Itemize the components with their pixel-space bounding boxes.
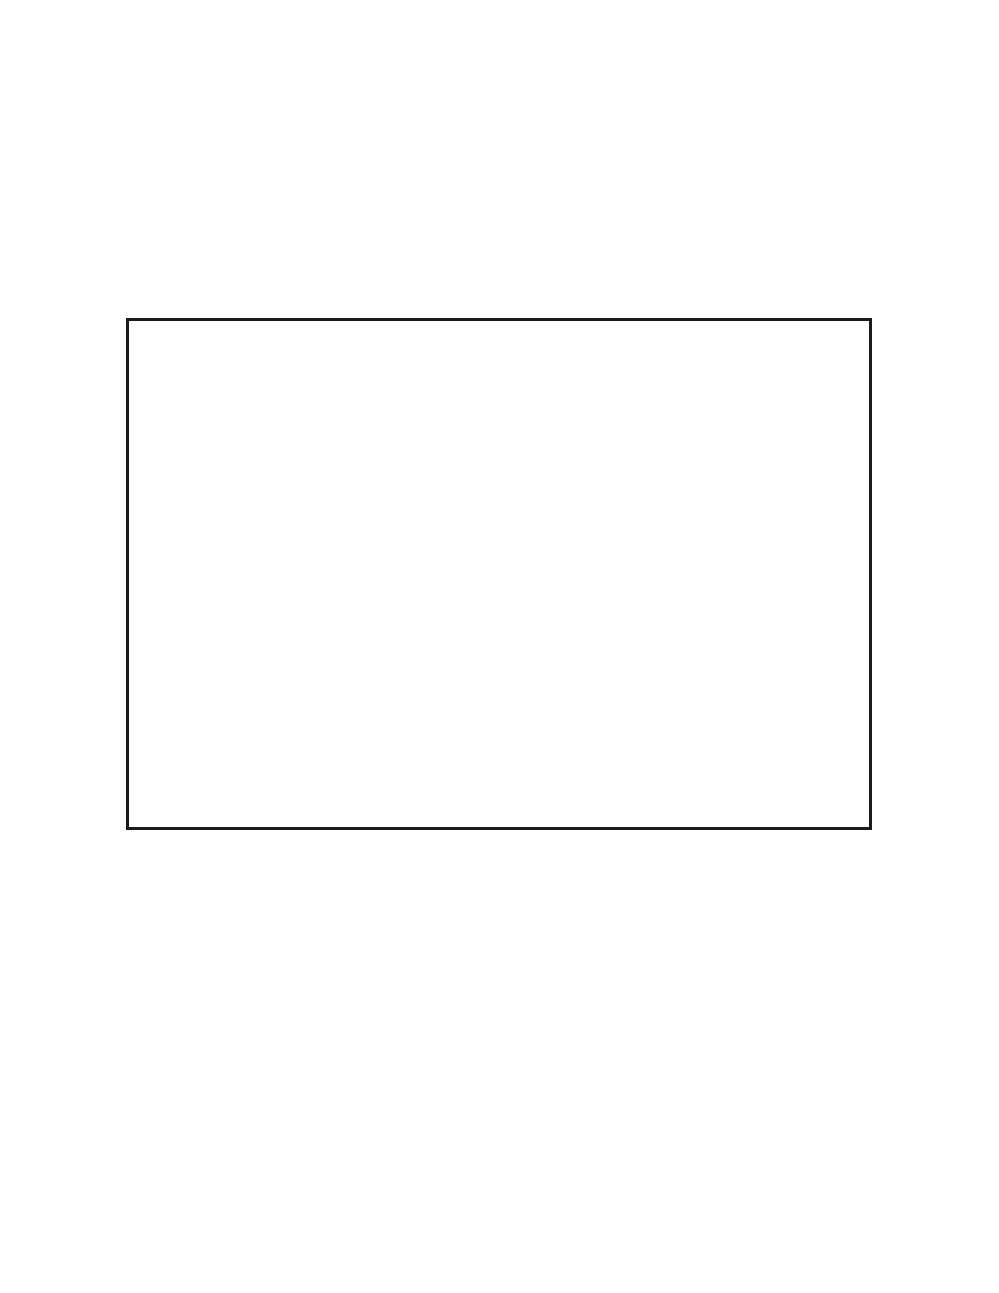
chart-figure [126,318,872,830]
